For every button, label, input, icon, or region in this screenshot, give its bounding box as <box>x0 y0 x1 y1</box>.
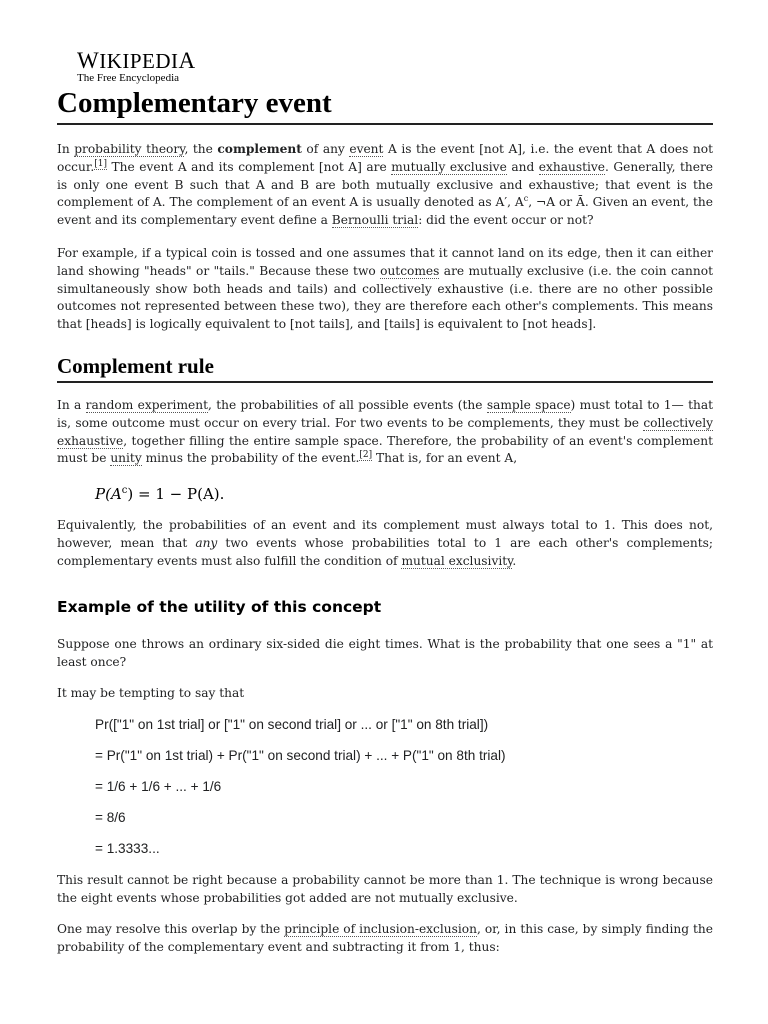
equation-line: = Pr("1" on 1st trial) + Pr("1" on second trial) + ... + P("1" on 8th trial) <box>95 748 506 763</box>
link-bernoulli-trial[interactable]: Bernoulli trial <box>331 213 419 228</box>
term-complement: complement <box>217 142 302 156</box>
resolve-overlap-paragraph: One may resolve this overlap by the principle of inclusion-exclusion, or, in this case, by simply finding the probability of the complementary event and subtracting it from 1, thus: <box>57 922 713 954</box>
reference-2[interactable]: [2] <box>359 450 373 461</box>
equivalence-paragraph: Equivalently, the probabilities of an event and its complement must always total to 1. This does not, however, mean that any two events whose probabilities total to 1 are each other's complements; complementary events must also fulfill the condition of mutual exclusivity. <box>57 518 713 568</box>
result-wrong-paragraph: This result cannot be right because a probability cannot be more than 1. The technique is wrong because the eight events whose probabilities got added are not mutually exclusive. <box>57 873 713 905</box>
complement-rule-formula: $P(A^c) = 1 - P(A)$. <box>95 485 225 503</box>
link-collectively-exhaustive[interactable]: collectively exhaustive <box>57 415 713 448</box>
equation-line: = 8/6 <box>95 810 126 825</box>
die-question-paragraph: Suppose one throws an ordinary six-sided die eight times. What is the probability that one sees a "1" at least once? <box>57 637 713 669</box>
link-random-experiment[interactable]: random experiment <box>85 398 208 412</box>
equation-line: = 1/6 + 1/6 + ... + 1/6 <box>95 779 222 794</box>
section-heading-example: Example of the utility of this concept <box>57 598 382 616</box>
link-mutually-exclusive[interactable]: mutually exclusive <box>391 159 507 174</box>
section-heading-complement-rule: Complement rule <box>57 353 713 383</box>
wikipedia-logo[interactable] <box>77 50 196 85</box>
page-title: Complementary event <box>57 86 713 125</box>
intro-paragraph: In probability theory, the complement of any event A is the event [not A], i.e. the event that A does not occur.[1] The event A and its complement [not A] are mutually exclusive and exhaustive. Generally, there is only one event B such that A and B are both mutually exclusive and exhaustive; that event is the complement of A. The complement of an event A is usually denoted as A′, $A^c$, ¬A or Ā. Given an event, the event and its complementary event define a Bernoulli trial: did the event occur or not? <box>57 142 713 228</box>
tempting-paragraph: It may be tempting to say that <box>57 686 245 700</box>
link-event[interactable]: event <box>349 142 384 156</box>
link-outcomes[interactable]: outcomes <box>380 263 440 278</box>
link-mutual-exclusivity[interactable]: mutual exclusivity <box>401 553 513 568</box>
wikipedia-tagline: The Free Encyclopedia <box>77 72 180 84</box>
equation-line: Pr(["1" on 1st trial] or ["1" on second trial] or ... or ["1" on 8th trial]) <box>95 717 489 732</box>
link-exhaustive[interactable]: exhaustive <box>538 159 605 174</box>
coin-example-paragraph: For example, if a typical coin is tossed and one assumes that it cannot land on its edge, then it can either land showing "heads" or "tails." Because these two outcomes are mutually exclusive (i.e. the coin cannot simultaneously show both heads and tails) and collectively exhaustive (i.e. there are no other possible outcomes not represented between these two), they are therefore each other's complements. This means that [heads] is logically equivalent to [not tails], and [tails] is equivalent to [not heads]. <box>57 246 713 332</box>
complement-rule-paragraph: In a random experiment, the probabilities of all possible events (the sample space) must total to 1— that is, some outcome must occur on every trial. For two events to be complements, they must be collectively exhaustive, together filling the entire sample space. Therefore, the probability of an event's complement must be unity minus the probability of the event.[2] That is, for an event A, <box>57 398 713 466</box>
superscript-c: c <box>523 194 529 204</box>
wikipedia-wordmark: WIKIPEDIA <box>77 48 196 73</box>
link-inclusion-exclusion[interactable]: principle of inclusion-exclusion <box>284 922 477 936</box>
link-probability-theory[interactable]: probability theory <box>74 142 185 156</box>
link-unity[interactable]: unity <box>110 451 142 466</box>
link-sample-space[interactable]: sample space <box>486 398 571 412</box>
equation-line: = 1.3333... <box>95 841 160 856</box>
reference-1[interactable]: [1] <box>94 158 107 169</box>
